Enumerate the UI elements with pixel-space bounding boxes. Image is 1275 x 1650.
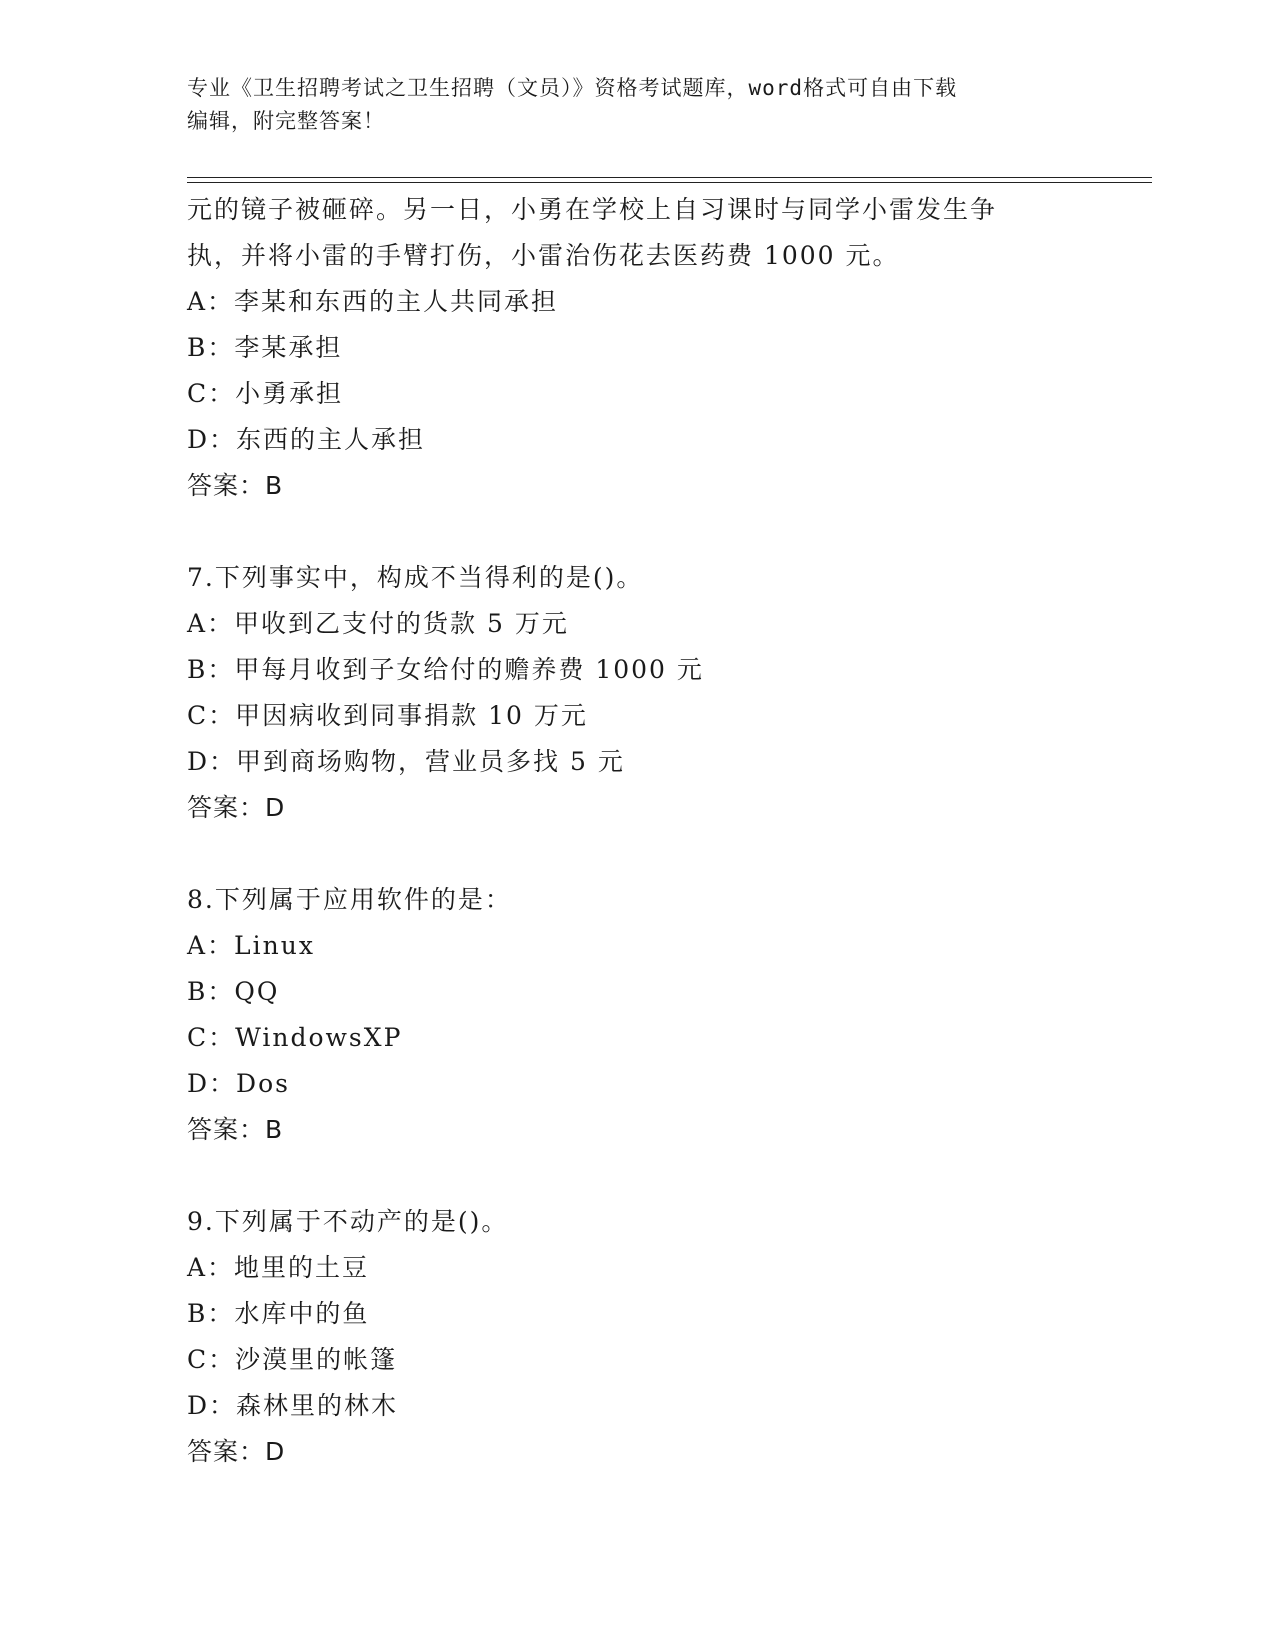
option-d: D：森林里的林木	[187, 1391, 399, 1420]
spacer	[187, 831, 1087, 877]
option-b: B：QQ	[187, 977, 280, 1006]
question-stem-continued: 元的镜子被砸碎。另一日，小勇在学校上自习课时与同学小雷发生争	[187, 195, 998, 224]
header-line-2: 编辑，附完整答案！	[187, 109, 385, 133]
question-title: 7.下列事实中，构成不当得利的是()。	[187, 563, 644, 592]
answer: 答案：D	[187, 793, 286, 822]
option-b: B：水库中的鱼	[187, 1299, 370, 1328]
option-d: D：甲到商场购物，营业员多找 5 元	[187, 747, 625, 776]
header-line-1: 专业《卫生招聘考试之卫生招聘（文员）》资格考试题库，word格式可自由下载	[187, 76, 958, 100]
option-a: A：甲收到乙支付的货款 5 万元	[187, 609, 569, 638]
header-rule-top	[187, 177, 1152, 178]
option-d: D：东西的主人承担	[187, 425, 426, 454]
question-title: 8.下列属于应用软件的是：	[187, 885, 512, 914]
option-b: B：李某承担	[187, 333, 343, 362]
page-header	[187, 72, 1067, 138]
question-title: 9.下列属于不动产的是()。	[187, 1207, 509, 1236]
spacer	[187, 509, 1087, 555]
option-a: A：地里的土豆	[187, 1253, 370, 1282]
question-8	[187, 877, 1087, 1153]
question-9	[187, 1199, 1087, 1475]
option-c: C：沙漠里的帐篷	[187, 1345, 398, 1374]
question-stem-continued: 执，并将小雷的手臂打伤，小雷治伤花去医药费 1000 元。	[187, 241, 900, 270]
header-rule-bottom	[187, 182, 1152, 183]
option-b: B：甲每月收到子女给付的赡养费 1000 元	[187, 655, 704, 684]
question-7	[187, 555, 1087, 831]
question-list	[187, 187, 1087, 1475]
spacer	[187, 1153, 1087, 1199]
answer: 答案：B	[187, 1115, 284, 1144]
question-6	[187, 187, 1087, 509]
option-d: D：Dos	[187, 1069, 290, 1098]
answer: 答案：D	[187, 1437, 286, 1466]
option-a: A：李某和东西的主人共同承担	[187, 287, 559, 316]
option-c: C：小勇承担	[187, 379, 344, 408]
answer: 答案：B	[187, 471, 284, 500]
option-c: C：甲因病收到同事捐款 10 万元	[187, 701, 588, 730]
option-a: A：Linux	[187, 931, 315, 960]
option-c: C：WindowsXP	[187, 1023, 403, 1052]
